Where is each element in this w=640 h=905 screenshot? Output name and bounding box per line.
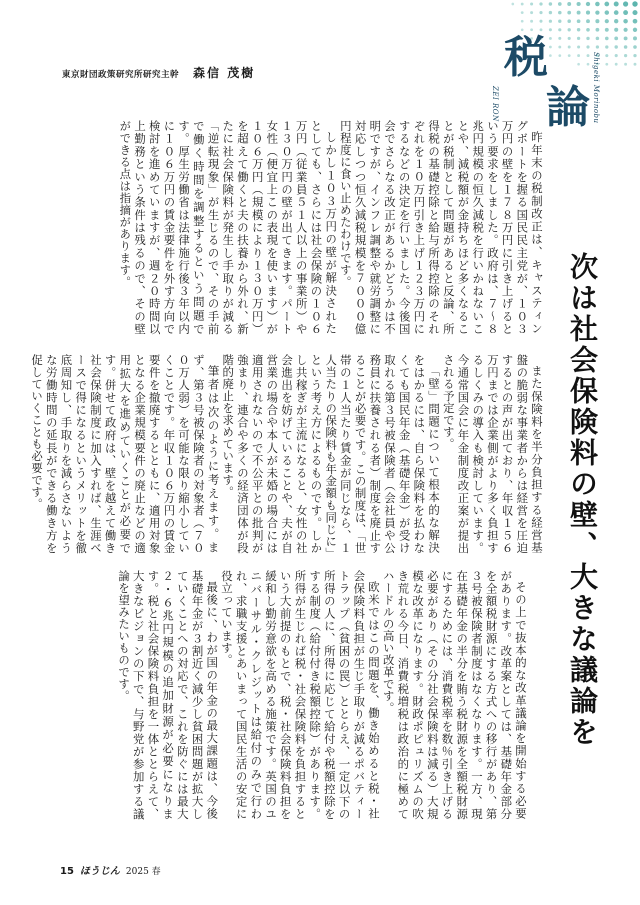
magazine-title: ほうじん xyxy=(79,866,120,877)
issue-label: 2025 春 xyxy=(125,867,161,877)
article-headline: 次は社会保険料の壁、大きな議論を xyxy=(566,252,599,748)
page-footer xyxy=(60,862,161,877)
column-romaji-name: Shigeki Morinobu xyxy=(592,52,600,124)
author-name: 森信 茂樹 xyxy=(193,66,256,80)
paragraph: 最後に、わが国の年金の最大課題は、今後基礎年金が３割近く減少し貧困問題が拡大していくことへの対応で、これを防ぐには最大２・６兆円規模の追加財源が必要になります。税と社会保険料負担を一体ととらえて、大きなビジョンの下で、与野党が参加する議論を望みたいものです。 xyxy=(117,570,220,820)
paragraph: また保険料を半分負担する経営基盤の脆弱な事業者からは経営を圧迫するとの声が出ており、年収１５６万円までは企業側がより多く負担するしくみの導入も検討しています。今通常国会に年金制度改正案が提出される予定です。 xyxy=(441,354,544,554)
author-byline xyxy=(62,64,255,81)
column-title-zei: 税 xyxy=(504,32,548,83)
paragraph: 「壁」問題について根本的な解決をはかるには、自ら保険料を払わなくても国民年金（基礎年金）が受け取れる第３号被保険者（会社員や公務員に扶養される者）制度を廃止することが必要です。この制度は、「世帯の１人当たり賃金が同じなら、１人当たりの保険料も年金額も同じに」という考え方によるものです。しかし共稼ぎが主流になると、女性の社会進出を妨げていることや、夫が自営業の場合や本人が未婚の場合には適用されないので不公平との批判が強まり、連合や多くの経済団体が段階的廃止を求めています。 xyxy=(221,354,442,554)
paragraph: しかし１０３万円の壁が解決されたとしても、さらには社会保険の１０６万円（従業員５１人以上の事業所）や１３０万円の壁が出てきます。パート女性（便宜上この表現を使います）が１０６万円（規模により１３０万円）を超えて働くと夫の扶養から外れ、新たに社会保険料が発生し手取りが減る「逆転現象」が生じるので、その手前で働く時間を調整するという問題です。厚生労働省は法律施行後３年以内に１０６万円の賃金要件を外す方向で検討を進めていますが、週２０時間以上勤務という条件は残るので、その壁ができる点は指摘があります。 xyxy=(118,120,339,335)
column-romaji-title: ZEI RON xyxy=(491,86,499,122)
column-title-ron: 論 xyxy=(546,82,590,133)
paragraph: 昨年末の税制改正は、キャスティングボートを握る国民民主党が、１０３万円の壁を１７８万円に引き上げるという要求をしました。政府は、７〜８兆円規模の恒久減税を行いかねないことや、減税額が金持ちほど多くなることが税制として問題があると反論、所得税の基礎控除と給与所得控除のそれぞれを１０万円引き上げ１２３万円にするなどの決定を行いました。今後国会でさらなる改正があるかどうかは不明ですが、インフレ調整や就労調整に対応しつつ恒久減税規模を７０００億円程度に食い止めたわけです。 xyxy=(338,120,544,335)
paragraph: その上で抜本的な改革議論を開始する必要があります。改革案としては、基礎年金部分を全額税財源にする方式への移行があり、第３号被保険者制度はなくなります。一方、現在基礎年金の半分を賄う税財源を全額税財源にするためには、消費税率を数％引き上げる必要があり（その分社会保険料は減る）大規模な改革になります。財政ポピュリズムの吹き荒れる今日、消費税増税は政治的に極めてハードルの高い改革です。 xyxy=(381,570,528,820)
paragraph: 欧米ではこの問題を、働き始めると税・社会保険料負担が生じ手取りが減るポバティートラップ（貧困の罠）ととらえ、一定以下の所得の人に、所得に応じて給付や税額控除をする制度（給付付き税額控除）があります。所得が生じれば税・社会保険料を負担するという大前提のもとで、税・社会保険料負担を緩和し勤労意欲を高める施策です。英国のユニバーサル・クレジットは給付のみで行われ、求職支援とあいまって国民生活の安定に役立っています。 xyxy=(219,570,381,820)
article-body-tier-1 xyxy=(66,120,544,335)
paragraph: 筆者は次のように考えます。まず、第３号被保険者の対象者（７００万人弱）を可能な限り縮小していくことです。年収１０６万円の賃金要件を撤廃するとともに、適用対象となる企業規模要件の廃止などの適用拡大を進めていくことが必要です。併せて政府は、壁を越えて働き社会保険制度に加入すれば、生涯ベースで得になるというメリットを徹底周知し、手取りを減らさないような労働時間の延長ができる働き方を促していくことも必要です。 xyxy=(30,354,221,554)
article-body-tier-2 xyxy=(30,354,544,554)
author-affiliation: 東京財団政策研究所研究主幹 xyxy=(62,70,180,80)
article-body-tier-3 xyxy=(52,570,528,820)
page-number: 15 xyxy=(60,866,74,877)
